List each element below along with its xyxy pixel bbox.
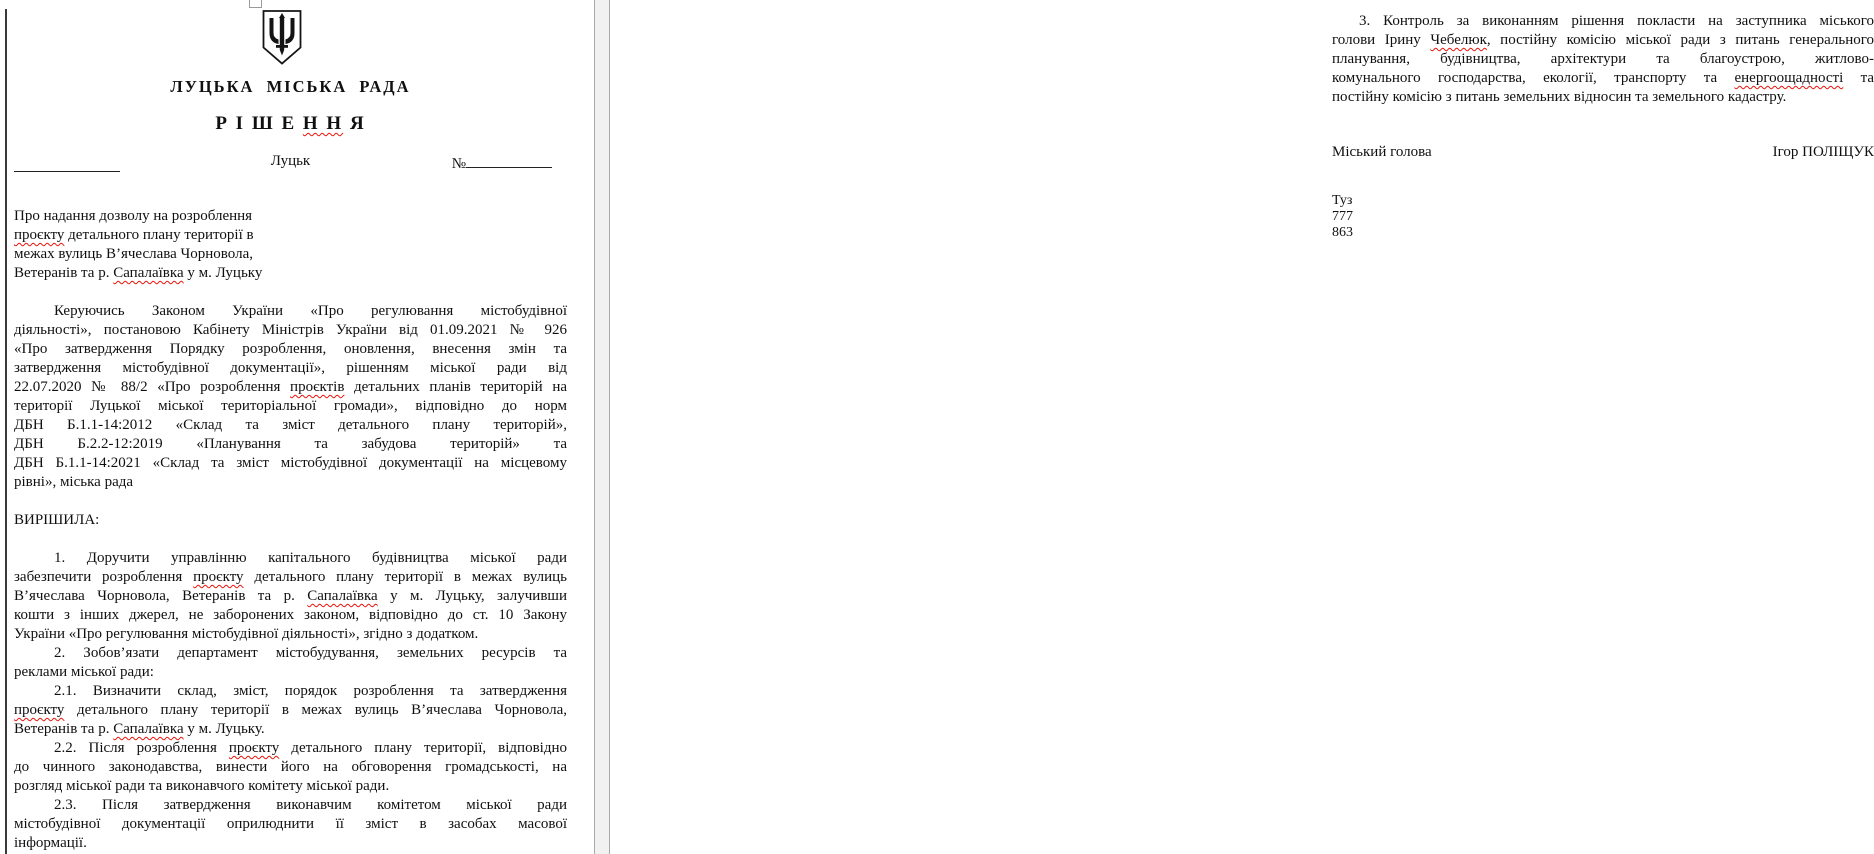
- text-line: 3. Контроль за виконанням рішення покласти на заступника міського: [1359, 13, 1874, 29]
- page-2[interactable]: [610, 0, 1874, 854]
- text-line: розгляд міської ради та виконавчого комітету міської ради.: [14, 778, 390, 794]
- text-line: 22.07.2020 № 88/2 «Про розроблення проєктів детальних планів територій на: [14, 379, 568, 395]
- text-line: Ветеранів та р. Сапалаївка у м. Луцьку: [14, 265, 263, 281]
- paragraph-subject: [14, 207, 567, 283]
- text-line: ДБН Б.1.1-14:2021 «Склад та зміст містобудівної документації на місцевому: [14, 455, 567, 471]
- text-line: діяльності», постановою Кабінету Міністрів України від 01.09.2021 № 926: [14, 322, 567, 338]
- number-blank-line: [466, 153, 552, 168]
- number-field: [452, 153, 552, 173]
- text-line: ДБН Б.2.2-12:2019 «Планування та забудова територій» та: [14, 436, 567, 452]
- misspelled-word: проєкту: [14, 702, 65, 718]
- paragraph-item-2-3: [14, 796, 567, 853]
- page-1-body: [14, 207, 567, 853]
- text-line: постійну комісію з питань земельних відносин та земельного кадастру.: [1332, 89, 1787, 105]
- text-line: проєкту детального плану території в межах вулиць В’ячеслава Чорновола,: [14, 702, 567, 718]
- text-line: проєкту детального плану території в: [14, 227, 254, 243]
- signature-row: [1332, 144, 1874, 161]
- misspelled-word: енергоощадності: [1734, 70, 1844, 86]
- text-line: України «Про регулювання містобудівної діяльності», згідно з додатком.: [14, 626, 479, 642]
- page-2-body: [1332, 12, 1874, 107]
- misspelled-word: проєкту: [14, 227, 65, 243]
- text-line: Ветеранів та р. Сапалаївка у м. Луцьку.: [14, 721, 265, 737]
- text-line: території Луцької міської територіальної громади», відповідно до норм: [14, 398, 567, 414]
- misspelled-word: Сапалаївка: [307, 588, 378, 604]
- text-line: «Про затвердження Порядку розроблення, оновлення, внесення змін та: [14, 341, 567, 357]
- misspelled-word: Н Н: [302, 113, 344, 134]
- text-line: інформації.: [14, 835, 87, 851]
- doc-title: Р І Ш Е Н Н Я: [215, 113, 366, 134]
- text-line: 2.2. Після розроблення проєкту детального плану території, відповідно: [54, 740, 567, 756]
- misspelled-word: проєкту: [228, 740, 280, 756]
- text-line: затвердження містобудівної документації», рішенням міської ради від: [14, 360, 567, 376]
- text-line: кошти з інших джерел, не заборонених законом, відповідно до ст. 10 Закону: [14, 607, 567, 623]
- text-line: ВИРІШИЛА:: [14, 512, 100, 528]
- page-1-left-edge: [5, 9, 7, 854]
- text-line: ДБН Б.1.1-14:2012 «Склад та зміст детального плану територій»,: [14, 417, 567, 433]
- org-name: ЛУЦЬКА МІСЬКА РАДА: [170, 77, 411, 96]
- text-line: комунального господарства, екології, транспорту та енергоощадності та: [1332, 70, 1874, 86]
- place-label: Луцьк: [270, 153, 311, 169]
- signature-name: Ігор ПОЛІЩУК: [1772, 144, 1874, 160]
- text-line: рівні», міська рада: [14, 474, 134, 490]
- text-line: межах вулиць В’ячеслава Чорновола,: [14, 246, 253, 262]
- text-line: реклами міської ради:: [14, 664, 154, 680]
- misspelled-word: Сапалаївка: [113, 721, 184, 737]
- paragraph-item-2-1: [14, 682, 567, 739]
- date-number-line: [14, 152, 567, 174]
- text-line: забезпечити розроблення проєкту детального плану території в межах вулиць: [14, 569, 567, 585]
- text-line: Про надання дозволу на розроблення: [14, 208, 253, 224]
- text-line: містобудівної документації оприлюднити її зміст в засобах масової: [14, 816, 567, 832]
- page-1[interactable]: [0, 0, 594, 854]
- paragraph-item-2-2: [14, 739, 567, 796]
- misspelled-word: Чебелюк: [1430, 32, 1487, 48]
- paragraph-item-3: [1332, 12, 1874, 107]
- misspelled-word: проєктів: [290, 379, 345, 395]
- text-line: В’ячеслава Чорновола, Ветеранів та р. Сапалаївка у м. Луцьку, залучивши: [14, 588, 567, 604]
- paragraph-preamble: [14, 302, 567, 492]
- text-line: 1. Доручити управлінню капітального будівництва міської ради: [54, 550, 567, 566]
- text-line: 2.3. Після затвердження виконавчим комітетом міської ради: [54, 797, 567, 813]
- coat-of-arms-icon: [260, 9, 304, 66]
- date-blank-line: [14, 171, 120, 172]
- clipped-ui-marker: [249, 0, 262, 8]
- number-prefix: №: [451, 156, 466, 172]
- text-line: планування, будівництва, архітектури та благоустрою, житлово-: [1332, 51, 1874, 67]
- text-line: 2.1. Визначити склад, зміст, порядок розроблення та затвердження: [54, 683, 567, 699]
- doc-code: Туз 777 863: [1332, 193, 1353, 240]
- misspelled-word: Сапалаївка: [113, 265, 184, 281]
- paragraph-item-2: [14, 644, 567, 682]
- text-line: Керуючись Законом України «Про регулювання містобудівної: [54, 303, 567, 319]
- page-gap: [594, 0, 610, 854]
- text-line: голови Ірину Чебелюк, постійну комісію міської ради з питань генерального: [1332, 32, 1874, 48]
- text-line: до чинного законодавства, винести його на обговорення громадськості, на: [14, 759, 567, 775]
- signature-title: Міський голова: [1332, 144, 1432, 160]
- paragraph-item-1: [14, 549, 567, 644]
- misspelled-word: проєкту: [193, 569, 244, 585]
- paragraph-resolution-word: [14, 511, 567, 530]
- text-line: 2. Зобов’язати департамент містобудування, земельних ресурсів та: [54, 645, 567, 661]
